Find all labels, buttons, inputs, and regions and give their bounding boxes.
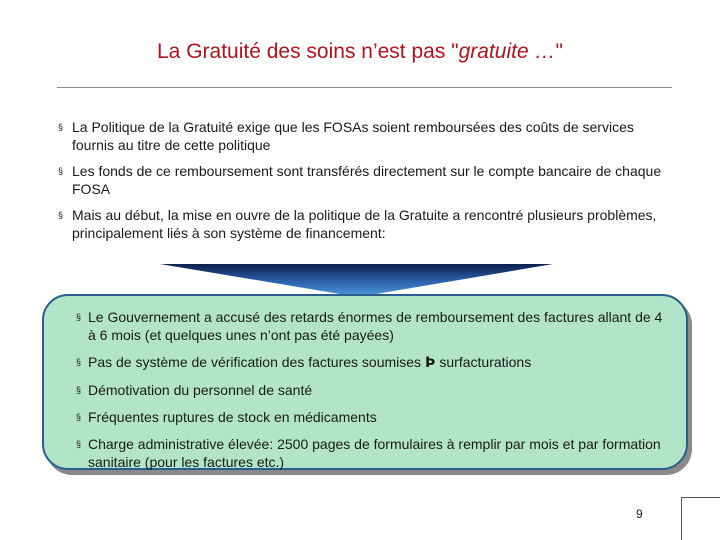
issue-item — [76, 308, 666, 344]
bullet-marker: § — [76, 312, 82, 322]
issue-item — [76, 353, 666, 372]
title-prefix: La Gratuité des soins n’est pas " — [157, 40, 459, 63]
bullet-marker: § — [76, 439, 82, 449]
issue-item — [76, 408, 666, 426]
issue-text: Charge administrative élevée: 2500 pages de formulaires à remplir par mois et par formation sanitaire (pour les factures etc.) — [88, 436, 661, 470]
intro-bullet-text: Les fonds de ce remboursement sont transférés directement sur le compte bancaire de chaque FOSA — [72, 163, 662, 197]
intro-bullet-text: Mais au début, la mise en ouvre de la politique de la Gratuite a rencontré plusieurs problèmes, principalement liés à son système de financement: — [72, 207, 657, 241]
issue-text: Fréquentes ruptures de stock en médicaments — [88, 409, 377, 425]
issue-consequence: surfacturations — [439, 354, 532, 370]
bullet-marker: § — [58, 122, 64, 132]
issue-item — [76, 381, 666, 399]
issue-text: Pas de système de vérification des factures soumises — [88, 354, 422, 370]
bullet-marker: § — [76, 385, 82, 395]
issue-item — [76, 435, 666, 471]
implies-arrow-icon: Þ — [425, 355, 436, 371]
title-emphasis: gratuite … — [458, 40, 556, 63]
bullet-marker: § — [58, 210, 64, 220]
bullet-marker: § — [76, 357, 82, 367]
footer-divider — [681, 497, 720, 498]
intro-bullet-text: La Politique de la Gratuité exige que les FOSAs soient remboursées des coûts de services fournis au titre de cette politique — [72, 119, 634, 153]
title-suffix: " — [555, 40, 563, 63]
issue-text: Démotivation du personnel de santé — [88, 382, 313, 398]
footer-vertical-divider — [681, 497, 682, 540]
bullet-marker: § — [58, 166, 64, 176]
page-number: 9 — [636, 507, 643, 521]
bullet-marker: § — [76, 412, 82, 422]
issues-list — [76, 308, 666, 480]
issue-text: Le Gouvernement a accusé des retards énormes de remboursement des factures allant de 4 à 6 mois (et quelques unes n’ont pas été payées) — [88, 309, 663, 343]
